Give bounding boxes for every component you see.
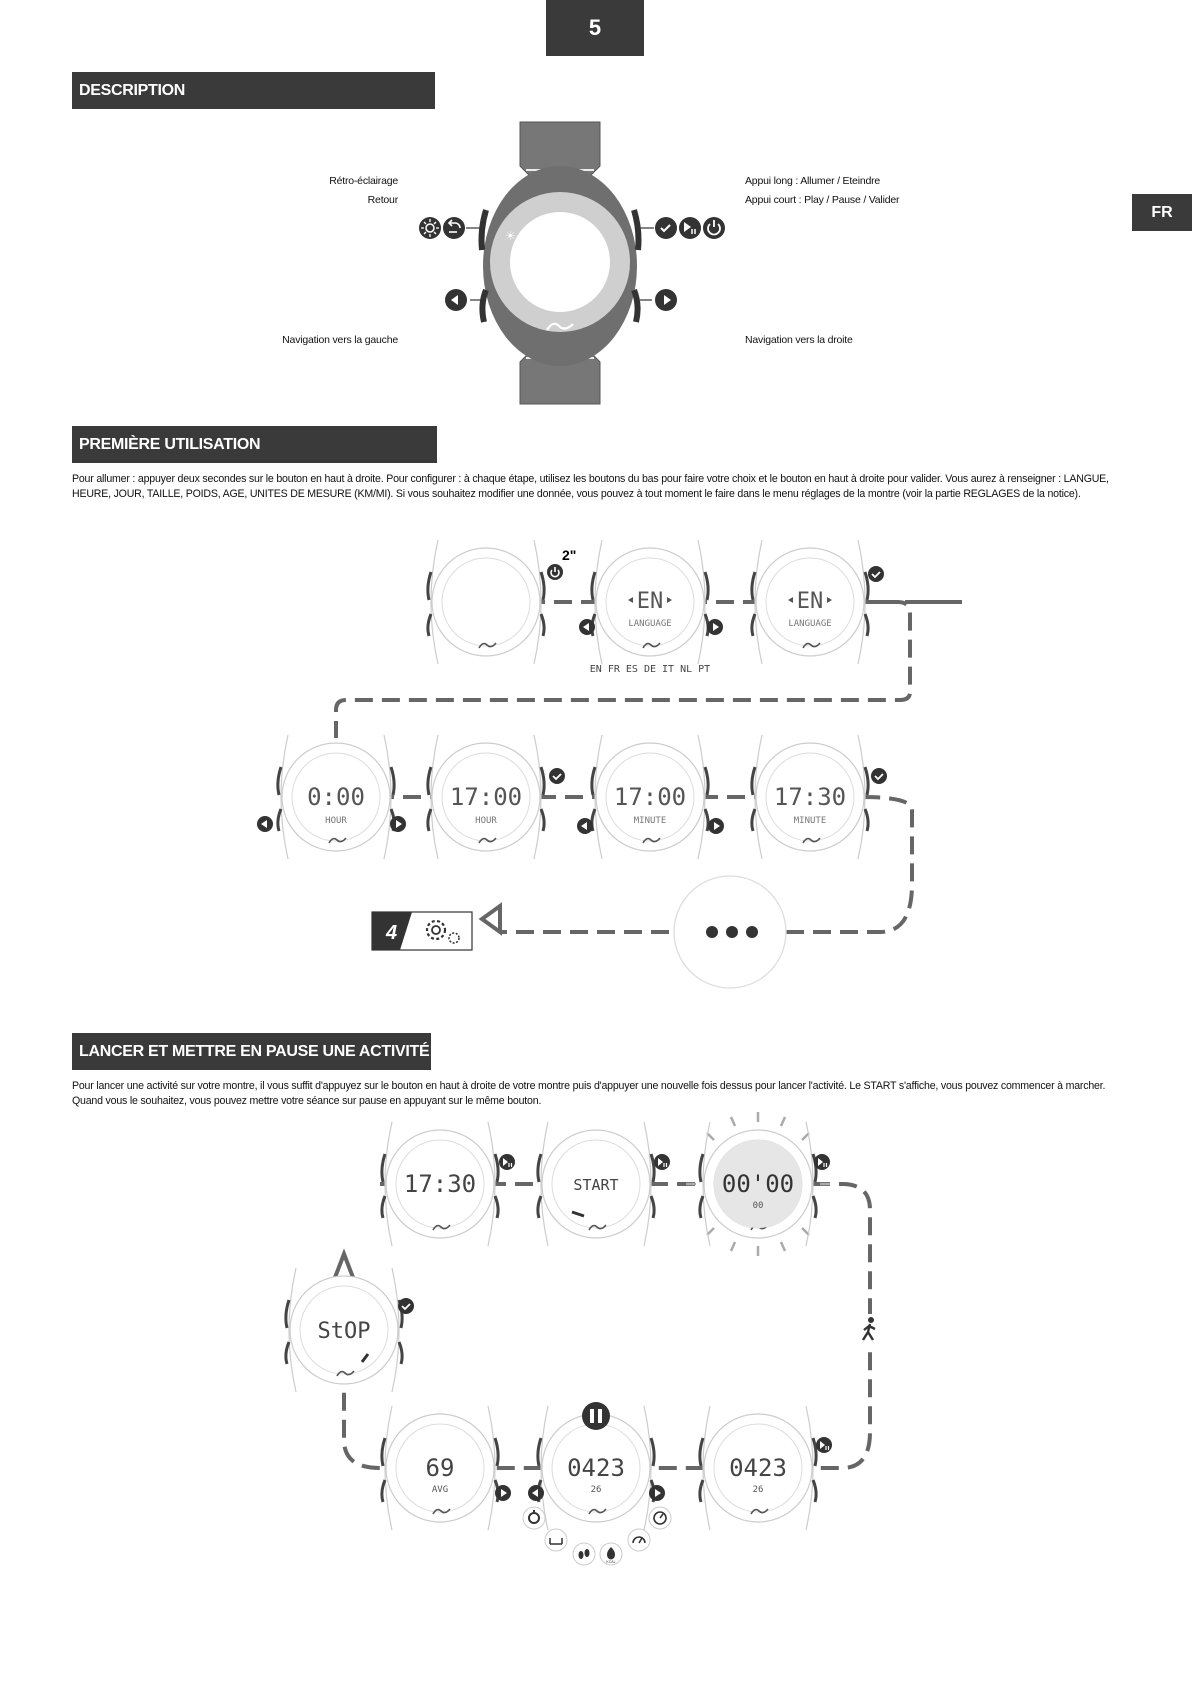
watch-start bbox=[538, 1122, 654, 1246]
svg-text:0:00: 0:00 bbox=[307, 783, 365, 811]
svg-text:StOP: StOP bbox=[317, 1319, 371, 1344]
play-pause-icon bbox=[814, 1154, 830, 1170]
svg-text:00'00: 00'00 bbox=[721, 1170, 795, 1198]
svg-text:KCAL: KCAL bbox=[606, 1560, 616, 1564]
label-long-press: Appui long : Allumer / Eteindre bbox=[745, 175, 881, 187]
svg-text:69: 69 bbox=[425, 1454, 455, 1482]
watch-off bbox=[428, 540, 544, 664]
language-options: EN FR ES DE IT NL PT bbox=[589, 664, 711, 675]
description-header: DESCRIPTION bbox=[72, 72, 435, 109]
check-icon bbox=[868, 566, 884, 582]
power-icon bbox=[547, 564, 563, 580]
check-icon bbox=[549, 768, 565, 784]
watch-minute-init bbox=[592, 735, 708, 859]
speed-icon bbox=[628, 1529, 650, 1551]
svg-text:LANGUAGE: LANGUAGE bbox=[788, 619, 832, 629]
play-pause-icon bbox=[654, 1154, 670, 1170]
watch-clock bbox=[382, 1122, 498, 1246]
watch-stop bbox=[286, 1268, 402, 1392]
svg-text:START: START bbox=[573, 1176, 619, 1194]
svg-text:26: 26 bbox=[752, 1485, 764, 1495]
settings-reference-badge bbox=[372, 912, 472, 950]
check-icon bbox=[871, 768, 887, 784]
first-use-text: Pour allumer : appuyer deux secondes sur le bouton en haut à droite. Pour configurer : à chaque étape, utilisez les boutons du bas pour faire votre choix et le bouton en haut à droite pour valider. Vous aurez à renseigner : LANGUE, HEURE, JOUR, TAILLE, POIDS, AGE, UNITES DE MESURE (KM/MI). Si vous souhaitez modifier une donnée, vous pouvez à tout moment le faire dans le menu réglages de la montre (voir la partie REGLAGES de la notice). bbox=[72, 473, 1109, 500]
stopwatch-icon bbox=[523, 1507, 545, 1529]
label-nav-left: Navigation vers la gauche bbox=[282, 334, 398, 346]
watch-description-figure bbox=[0, 0, 1192, 420]
svg-text:MINUTE: MINUTE bbox=[793, 816, 827, 826]
first-use-header: PREMIÈRE UTILISATION bbox=[72, 426, 437, 463]
distance-icon bbox=[545, 1529, 567, 1551]
watch-timer-running bbox=[686, 1112, 830, 1256]
calories-icon bbox=[600, 1543, 622, 1565]
watch-hour-init bbox=[278, 735, 394, 859]
label-backlight: Rétro-éclairage bbox=[329, 175, 398, 187]
right-arrow-icon bbox=[708, 818, 724, 834]
svg-text:AVG: AVG bbox=[431, 1485, 449, 1495]
watch-hour-set bbox=[428, 735, 544, 859]
play-pause-icon bbox=[816, 1437, 832, 1453]
svg-text:17:00: 17:00 bbox=[449, 783, 523, 811]
svg-text:17:30: 17:30 bbox=[403, 1170, 477, 1198]
backlight-icon bbox=[419, 217, 441, 239]
label-short-press: Appui court : Play / Pause / Valider bbox=[745, 194, 900, 206]
svg-text:☀: ☀ bbox=[505, 229, 516, 243]
activity-header: LANCER ET METTRE EN PAUSE UNE ACTIVITÉ bbox=[72, 1033, 431, 1070]
svg-text:HOUR: HOUR bbox=[325, 816, 347, 826]
left-arrow-icon bbox=[445, 289, 467, 311]
watch-language-select bbox=[592, 540, 708, 664]
label-nav-right: Navigation vers la droite bbox=[745, 334, 853, 346]
left-arrow-icon bbox=[528, 1485, 544, 1501]
svg-text:HOUR: HOUR bbox=[475, 816, 497, 826]
activity-text: Pour lancer une activité sur votre montre, il vous suffit d'appuyez sur le bouton en haut à droite de votre montre puis d'appuyer une nouvelle fois dessus pour lancer l'activité. Le START s'affiche, vous pouvez commencer à marcher. Quand vous le souhaitez, vous pouvez mettre votre séance sur pause en appuyant sur le même bouton. bbox=[72, 1080, 1106, 1107]
label-back: Retour bbox=[367, 194, 398, 206]
left-arrow-icon bbox=[257, 816, 273, 832]
left-arrow-icon bbox=[577, 818, 593, 834]
power-icon bbox=[703, 217, 725, 239]
svg-text:0423: 0423 bbox=[567, 1454, 625, 1482]
first-use-flow-figure bbox=[0, 520, 1192, 1000]
watch-steps bbox=[700, 1406, 816, 1530]
svg-text:0423: 0423 bbox=[729, 1454, 787, 1482]
right-arrow-icon bbox=[649, 1485, 665, 1501]
activity-flow-figure bbox=[0, 1120, 1192, 1600]
check-icon bbox=[398, 1298, 414, 1314]
play-pause-icon bbox=[499, 1154, 515, 1170]
watch-language-confirm bbox=[752, 540, 868, 664]
back-icon bbox=[443, 217, 465, 239]
svg-text:17:00: 17:00 bbox=[613, 783, 687, 811]
right-arrow-icon bbox=[390, 816, 406, 832]
walking-icon bbox=[858, 1314, 882, 1346]
play-pause-icon bbox=[679, 217, 701, 239]
watch-average bbox=[382, 1406, 498, 1530]
svg-text:EN: EN bbox=[636, 589, 664, 614]
svg-text:4: 4 bbox=[386, 922, 398, 944]
watch-minute-set bbox=[752, 735, 868, 859]
right-arrow-icon bbox=[707, 619, 723, 635]
svg-text:00: 00 bbox=[752, 1201, 764, 1211]
hold-duration: 2" bbox=[562, 547, 577, 563]
svg-text:26: 26 bbox=[590, 1485, 602, 1495]
page-number: 5 bbox=[546, 0, 644, 56]
svg-text:MINUTE: MINUTE bbox=[633, 816, 667, 826]
svg-text:17:30: 17:30 bbox=[773, 783, 847, 811]
check-icon bbox=[655, 217, 677, 239]
right-arrow-icon bbox=[495, 1485, 511, 1501]
left-arrow-icon bbox=[579, 619, 595, 635]
pace-icon bbox=[649, 1507, 671, 1529]
svg-text:LANGUAGE: LANGUAGE bbox=[628, 619, 672, 629]
steps-icon bbox=[573, 1543, 595, 1565]
svg-text:EN: EN bbox=[796, 589, 824, 614]
right-arrow-icon bbox=[655, 289, 677, 311]
language-tab[interactable]: FR bbox=[1132, 194, 1192, 231]
pause-icon bbox=[582, 1402, 610, 1430]
